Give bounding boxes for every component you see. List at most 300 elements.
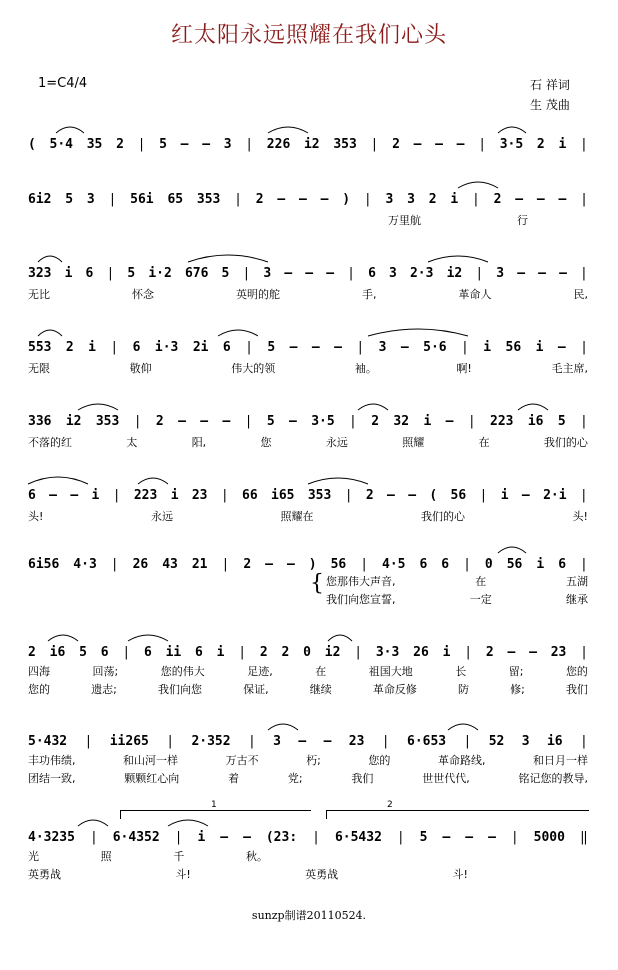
note-group: 5·6 — [423, 339, 447, 355]
barline: | — [84, 733, 93, 749]
note-group: 2 — [365, 487, 374, 503]
lyric-word: 英勇战 — [28, 868, 61, 881]
note-group: 5000 — [533, 829, 565, 845]
note-group: 56 — [505, 339, 522, 355]
note-group: i·3 — [154, 339, 179, 355]
note-group: i — [197, 829, 206, 845]
lyric-line — [28, 434, 588, 450]
note-group: 553 — [28, 339, 52, 355]
note-group: 3 — [389, 265, 397, 281]
lyric-word: 在 — [475, 575, 487, 588]
notation-line — [28, 188, 588, 210]
barline: | — [174, 829, 183, 845]
lyric-word: 五湖 — [566, 575, 588, 588]
note-group: i2 — [446, 265, 463, 281]
note-group: 676 — [184, 265, 209, 281]
lyric-word: 一定 — [469, 593, 492, 606]
lyric-word: 在 — [315, 665, 327, 678]
note-group: 323 — [28, 265, 52, 281]
lyric-line-verse-1 — [326, 573, 588, 589]
note-group: i6 — [49, 644, 66, 660]
notation-line — [28, 133, 588, 155]
lyric-word: 四海 — [28, 665, 50, 678]
note-group: i2 — [324, 644, 341, 660]
barline: | — [580, 265, 588, 281]
lyric-word: 无限 — [28, 362, 50, 375]
barline: | — [344, 487, 353, 503]
lyric-word: 长 — [455, 665, 467, 678]
note-group: 3·5 — [499, 136, 524, 152]
note-group: – — [536, 191, 545, 207]
lyric-line-verse-2 — [326, 591, 588, 607]
note-group: 6 — [143, 644, 152, 660]
note-group: – — [557, 339, 566, 355]
note-group: 2 — [428, 191, 437, 207]
note-group: 6i56 — [28, 556, 60, 572]
note-group: – — [286, 556, 295, 572]
key-signature: 1=C4/4 — [38, 76, 88, 91]
barline: | — [220, 487, 229, 503]
note-group: 5 — [79, 644, 87, 660]
composer-credit: 生 茂曲 — [530, 98, 570, 112]
note-group: – — [323, 733, 332, 749]
lyric-word: 千 — [173, 850, 185, 863]
barline: | — [89, 829, 98, 845]
note-group: 4·5 — [382, 556, 406, 572]
note-group: i — [216, 644, 225, 660]
note-group: – — [515, 191, 524, 207]
lyric-word: 遗志; — [91, 683, 117, 696]
note-group: 2 — [259, 644, 268, 660]
lyric-word: 祖国大地 — [368, 665, 413, 678]
barline: | — [356, 339, 365, 355]
lyric-word: 行 — [517, 214, 528, 227]
note-group: 3 — [223, 136, 232, 152]
note-group: – — [465, 829, 474, 845]
note-group: 56 — [506, 556, 523, 572]
note-group: – — [289, 413, 297, 429]
barline: | — [108, 191, 117, 207]
barline: | — [580, 339, 588, 355]
note-group: 6 — [222, 339, 231, 355]
note-group: – — [220, 829, 229, 845]
note-group: 3 — [496, 265, 505, 281]
lyric-word: 党; — [287, 772, 303, 785]
note-group: 4·3235 — [28, 829, 75, 845]
lyric-word: 您的 — [368, 754, 391, 767]
lyric-word: 永远 — [150, 510, 173, 523]
lyric-word: 永远 — [325, 436, 348, 449]
note-group: 5 — [267, 339, 276, 355]
barline: | — [580, 413, 588, 429]
barline: | — [242, 265, 251, 281]
note-group: 56i — [130, 191, 154, 207]
lyric-word: 革命人 — [458, 288, 492, 301]
note-group: 5 — [127, 265, 136, 281]
note-group: 23 — [550, 644, 567, 660]
note-group: – — [521, 487, 530, 503]
barline: | — [363, 191, 372, 207]
note-group: – — [243, 829, 251, 845]
lyric-word: 团结一致, — [28, 772, 76, 785]
note-group: 6 — [368, 265, 376, 281]
note-group: 2 — [493, 191, 502, 207]
note-group: 6 — [558, 556, 567, 572]
barline: | — [463, 733, 472, 749]
note-group: 353 — [307, 487, 332, 503]
note-group: ii — [165, 644, 182, 660]
note-group: i — [535, 339, 544, 355]
note-group: 23 — [348, 733, 365, 749]
note-group: – — [558, 191, 567, 207]
lyric-line — [388, 212, 528, 228]
note-group: – — [202, 136, 211, 152]
barline: | — [221, 556, 230, 572]
note-group: 52 — [488, 733, 505, 749]
note-group: – — [442, 829, 451, 845]
lyric-word: 颗颗红心向 — [124, 772, 180, 785]
lyric-word: 敬仰 — [129, 362, 152, 375]
note-group: 2 — [65, 339, 74, 355]
note-group: i2 — [65, 413, 82, 429]
lyric-word: 照耀 — [402, 436, 425, 449]
notation-line — [28, 553, 588, 575]
notation-line — [28, 641, 588, 663]
lyric-word: 足迹, — [247, 665, 273, 678]
note-group: 336 — [28, 413, 52, 429]
barline: | — [244, 413, 253, 429]
note-group: 6i2 — [28, 191, 52, 207]
lyric-word: 秋。 — [245, 850, 268, 863]
note-group: i — [170, 487, 179, 503]
note-group: 2·352 — [191, 733, 231, 749]
note-group: – — [180, 136, 189, 152]
barline: | — [347, 265, 355, 281]
barline: | — [370, 136, 379, 152]
note-group: 43 — [162, 556, 178, 572]
lyric-word: 怀念 — [132, 288, 154, 301]
lyric-word: 和山河一样 — [123, 754, 179, 767]
note-group: 6 — [100, 644, 109, 660]
note-group: – — [49, 487, 57, 503]
barline: | — [137, 136, 146, 152]
note-group: 6·4352 — [112, 829, 160, 845]
lyric-word: 朽; — [306, 754, 321, 767]
barline: | — [106, 265, 115, 281]
note-group: – — [529, 644, 537, 660]
lyric-word: 英勇战 — [305, 868, 339, 881]
lyric-word: 铭记您的教导, — [518, 772, 588, 785]
barline: | — [245, 136, 254, 152]
note-group: i — [423, 413, 432, 429]
lyric-word: 您的 — [565, 665, 588, 678]
note-group: 2i — [192, 339, 209, 355]
note-group: i65 — [271, 487, 295, 503]
lyric-word: 手, — [362, 288, 377, 301]
note-group: 3·3 — [375, 644, 400, 660]
note-group: 5·432 — [28, 733, 68, 749]
note-group: 3 — [407, 191, 415, 207]
lyric-word: 斗! — [175, 868, 191, 881]
note-group: i — [536, 556, 545, 572]
barline: | — [580, 191, 588, 207]
note-group: – — [284, 265, 293, 281]
barline: | — [396, 829, 405, 845]
barline: | — [122, 644, 131, 660]
note-group: 3 — [378, 339, 387, 355]
lyric-word: 英明的舵 — [236, 288, 280, 301]
note-group: 3 — [263, 265, 272, 281]
note-group: 5 — [221, 265, 230, 281]
note-group: 5 — [159, 136, 167, 152]
note-group: i — [91, 487, 100, 503]
lyric-word: 您 — [260, 436, 272, 449]
note-group: – — [517, 265, 526, 281]
note-group: i6 — [527, 413, 544, 429]
note-group: 2 — [155, 413, 164, 429]
note-group: 0 — [484, 556, 493, 572]
lyric-word: 啊! — [456, 362, 472, 375]
barline: | — [510, 829, 519, 845]
note-group: – — [305, 265, 314, 281]
note-group: 2 — [281, 644, 290, 660]
barline: | — [354, 644, 363, 660]
note-group: 223 — [490, 413, 514, 429]
note-group: 6 — [441, 556, 450, 572]
note-group: 2 — [255, 191, 264, 207]
lyric-word: 您的 — [28, 683, 50, 696]
notation-line — [28, 410, 588, 432]
lyric-word: 我们向您 — [157, 683, 202, 696]
note-group: 2·i — [543, 487, 567, 503]
note-group: 6 — [132, 339, 141, 355]
lyric-word: 保证, — [243, 683, 269, 696]
barline: | — [579, 733, 588, 749]
barline: | — [478, 136, 487, 152]
note-group: 3 — [273, 733, 281, 749]
notation-line — [28, 336, 588, 358]
note-group: – — [507, 644, 516, 660]
notation-line — [28, 730, 588, 752]
lyric-word: 我们向您宣誓, — [326, 593, 396, 606]
lyric-line-verse-2 — [28, 681, 588, 697]
lyric-word: 丰功伟绩, — [28, 754, 76, 767]
note-group: ( — [429, 487, 438, 503]
song-title: 红太阳永远照耀在我们心头 — [170, 23, 447, 48]
note-group: – — [311, 339, 320, 355]
barline: | — [580, 556, 588, 572]
barline: | — [234, 191, 242, 207]
lyric-word: 着 — [228, 772, 240, 785]
note-group: 6 — [419, 556, 428, 572]
lyric-word: 继续 — [309, 683, 332, 696]
note-group: i — [450, 191, 459, 207]
barline: | — [464, 644, 473, 660]
note-group: 2 — [485, 644, 494, 660]
note-group: – — [277, 191, 286, 207]
note-group: – — [488, 829, 496, 845]
note-group: – — [178, 413, 186, 429]
note-group: i6 — [546, 733, 563, 749]
lyric-word: 回荡; — [92, 665, 119, 678]
lyric-word: 斗! — [452, 868, 468, 881]
lyric-line-verse-2 — [28, 866, 468, 882]
note-group: – — [445, 413, 454, 429]
note-group: 5·4 — [49, 136, 74, 152]
note-group: – — [334, 339, 342, 355]
note-group: – — [289, 339, 298, 355]
note-group: – — [326, 265, 335, 281]
barline: | — [133, 413, 142, 429]
lyric-word: 继承 — [566, 593, 588, 606]
barline: | — [579, 136, 588, 152]
note-group: 23 — [191, 487, 208, 503]
lyric-word: 阳, — [191, 436, 207, 449]
note-group: – — [320, 191, 329, 207]
lyric-word: 革命反修 — [372, 683, 417, 696]
note-group: – — [265, 556, 273, 572]
note-group: 65 — [167, 191, 184, 207]
barline: | — [247, 733, 256, 749]
lyric-word: 留; — [508, 665, 524, 678]
note-group: – — [538, 265, 546, 281]
note-group: 3 — [521, 733, 530, 749]
barline: | — [349, 413, 357, 429]
barline: | — [238, 644, 247, 660]
barline: | — [475, 265, 484, 281]
verse-brace: { — [310, 571, 324, 596]
note-group: – — [456, 136, 465, 152]
barline: | — [463, 556, 471, 572]
lyric-word: 您那伟大声音, — [326, 575, 396, 588]
notation-line — [28, 826, 588, 848]
note-group: 3 — [86, 191, 95, 207]
note-group: 6 — [195, 644, 203, 660]
lyric-word: 伟大的领 — [231, 362, 276, 375]
note-group: i2 — [303, 136, 320, 152]
note-group: – — [413, 136, 422, 152]
note-group: i — [88, 339, 96, 355]
barline: | — [360, 556, 369, 572]
notation-line — [28, 262, 588, 284]
barline: | — [579, 487, 588, 503]
volta-number-1: 1 — [211, 800, 217, 810]
lyric-word: 袖。 — [354, 362, 377, 375]
lyricist-credit: 石 祥词 — [530, 78, 570, 92]
note-group: 26 — [132, 556, 149, 572]
note-group: 223 — [133, 487, 158, 503]
lyric-word: 您的伟大 — [160, 665, 205, 678]
note-group: 5 — [65, 191, 74, 207]
lyric-word: 太 — [126, 436, 138, 449]
note-group: 66 — [242, 487, 258, 503]
barline: | — [479, 487, 488, 503]
note-group: 5 — [266, 413, 275, 429]
lyric-line-verse-1 — [28, 848, 268, 864]
note-group: 5 — [419, 829, 428, 845]
lyric-word: 照 — [100, 850, 112, 863]
lyric-word: 世世代代, — [422, 772, 470, 785]
lyric-word: 万里航 — [388, 214, 421, 227]
lyric-word: 在 — [478, 436, 490, 449]
lyric-line-verse-2 — [28, 770, 588, 786]
lyric-word: 头! — [572, 510, 588, 523]
note-group: 353 — [95, 413, 120, 429]
note-group: – — [200, 413, 209, 429]
lyric-word: 我们的心 — [543, 436, 588, 449]
note-group: 226 — [266, 136, 291, 152]
note-group: 353 — [333, 136, 357, 152]
note-group: 2 — [243, 556, 252, 572]
lyric-word: 革命路线, — [437, 754, 486, 767]
note-group: 6·653 — [407, 733, 447, 749]
note-group: – — [400, 339, 409, 355]
lyric-word: 不落的红 — [28, 436, 72, 449]
note-group: 2 — [536, 136, 545, 152]
barline: | — [110, 556, 119, 572]
note-group: – — [299, 191, 307, 207]
note-group: 26 — [413, 644, 429, 660]
note-group: 6 — [28, 487, 36, 503]
note-group: 56 — [450, 487, 467, 503]
note-group: ) — [308, 556, 317, 572]
barline: | — [461, 339, 469, 355]
note-group: 2 — [392, 136, 400, 152]
lyric-word: 我们的心 — [421, 510, 466, 523]
note-group: 2 — [116, 136, 124, 152]
lyric-word: 照耀在 — [280, 510, 314, 523]
note-group: i·2 — [148, 265, 172, 281]
note-group: i — [483, 339, 492, 355]
note-group: 2·3 — [409, 265, 434, 281]
note-group: i — [442, 644, 451, 660]
note-group: 5 — [557, 413, 566, 429]
note-group: – — [222, 413, 231, 429]
note-group: 2 — [371, 413, 380, 429]
lyric-word: 民, — [573, 288, 588, 301]
lyric-word: 无比 — [28, 288, 50, 301]
note-group: – — [559, 265, 567, 281]
lyric-word: 头! — [28, 510, 44, 523]
barline: | — [110, 339, 119, 355]
note-group: ii265 — [109, 733, 149, 749]
lyric-word: 和日月一样 — [533, 754, 588, 767]
note-group: i — [500, 487, 509, 503]
note-group: – — [435, 136, 443, 152]
lyric-line — [28, 286, 588, 302]
note-group: 353 — [196, 191, 221, 207]
lyric-word: 修; — [510, 683, 525, 696]
lyric-word: 万古不 — [225, 754, 259, 767]
barline: | — [166, 733, 175, 749]
lyric-line-verse-1 — [28, 752, 588, 768]
barline: | — [245, 339, 253, 355]
note-group: 56 — [330, 556, 347, 572]
lyric-line — [28, 508, 588, 524]
note-group: ( — [28, 136, 36, 152]
lyric-word: 毛主席, — [551, 362, 588, 375]
barline: | — [312, 829, 320, 845]
volta-number-2: 2 — [387, 800, 393, 810]
note-group: 4·3 — [73, 556, 97, 572]
barline: | — [467, 413, 476, 429]
note-group: 32 — [393, 413, 410, 429]
lyric-line-verse-1 — [28, 663, 588, 679]
note-group: 0 — [303, 644, 311, 660]
note-group: (23: — [265, 829, 298, 845]
note-group: – — [70, 487, 79, 503]
note-group: 35 — [86, 136, 103, 152]
